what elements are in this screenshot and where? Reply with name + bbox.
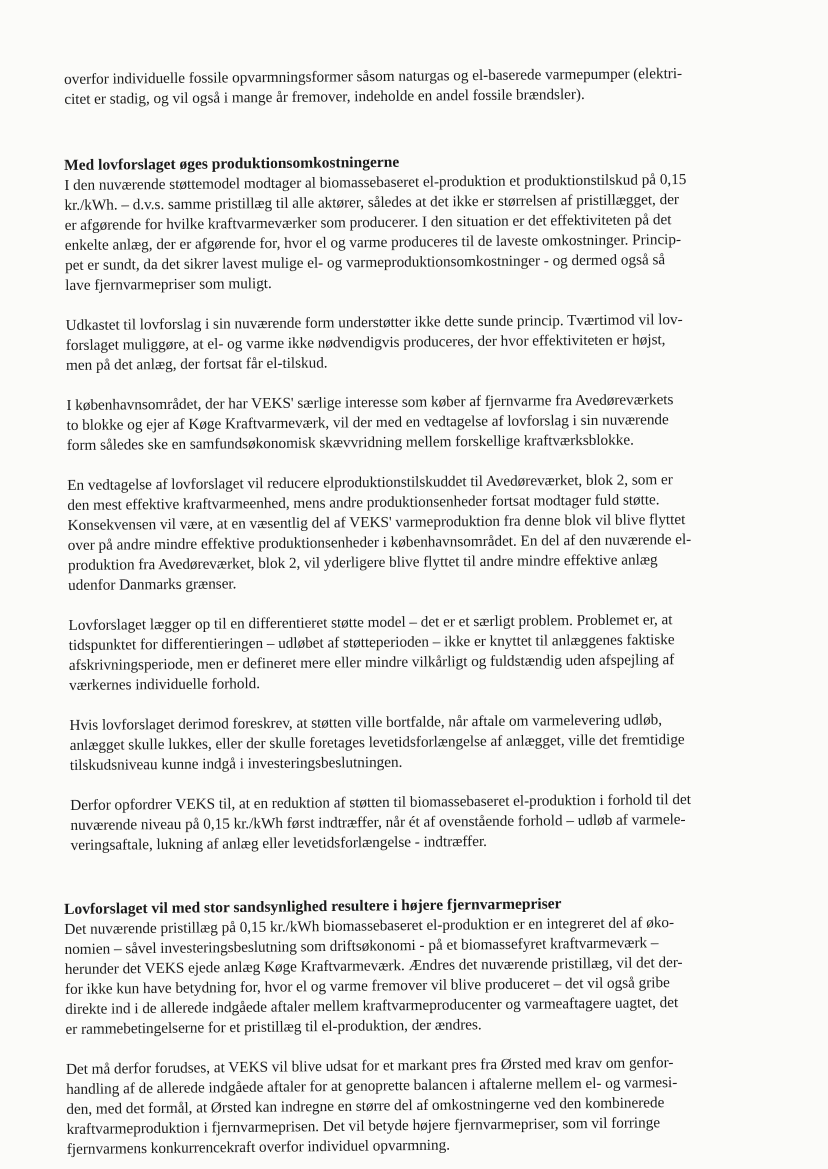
text-line: Det må derfor forudses, at VEKS vil blive udsat for et markant pres fra Ørsted med krav om genfor- — [65, 1054, 674, 1078]
text-line: En vedtagelse af lovforslaget vil reducere elproduktionstilskuddet til Avedøreværket, blok 2, som er — [67, 471, 673, 494]
text-line: pet er sundt, da det sikrer lavest mulige el- og varmeproduktionsomkostninger - og dermed også så — [64, 251, 666, 274]
text-line: fjernvarmens konkurrencekraft overfor individuel opvarmning. — [66, 1136, 451, 1158]
text-line: udenfor Danmarks grænser. — [68, 575, 237, 594]
text-line: tilskudsniveau kunne indgå i investeringsbeslutningen. — [69, 753, 403, 774]
paragraph — [67, 469, 772, 596]
text-line: Derfor opfordrer VEKS til, at en reduktion af støtten til biomassebaseret el-produktion i forhold til det — [70, 791, 691, 814]
text-line: er afgørende for hvilke kraftvarmeværker som producerer. I den situation er det effektiviteten på det — [64, 211, 672, 234]
text-line: Konsekvensen vil være, at en væsentlig del af VEKS' varmeproduktion fra denne blok vil blive flyttet — [67, 511, 686, 534]
text-line: to blokke og ejer af Køge Kraftvarmeværk, vil der med en vedtagelse af lovforslag i sin nuværende — [66, 411, 669, 434]
text-line: produktion fra Avedøreværket, blok 2, vil yderligere blive flyttet til andre mindre effektive anlæg — [67, 551, 658, 574]
text-line: veringsaftale, lukning af anlæg eller levetidsforlængelse - indtræffer. — [70, 832, 487, 854]
text-line: handling af de allerede indgåede aftaler for at genoprette balancen i aftalerne mellem el- og varmesi- — [66, 1074, 678, 1098]
paragraph — [68, 609, 773, 696]
text-line: anlægget skulle lukkes, eller der skulle foretages levetidsforlængelse af anlægget, ville det fremtidige — [69, 731, 685, 754]
text-line: I den nuværende støttemodel modtager al biomassebaseret el-produktion et produktionstilskud på 0,15 — [64, 171, 687, 194]
text-line: for ikke kun have betydning for, hvor el og varme fremover vil blive produceret – det vil også gribe — [64, 974, 670, 998]
text-line: lave fjernvarmepriser som muligt. — [65, 275, 272, 294]
text-line: afskrivningsperiode, men er defineret mere eller mindre vilkårligt og fuldstændig uden afspejling af — [68, 651, 675, 674]
intro-paragraph — [64, 63, 768, 110]
paragraph — [66, 1052, 771, 1160]
text-line: enkelte anlæg, der er afgørende for, hvor el og varme produceres til de laveste omkostninger. Princip- — [64, 231, 682, 254]
paragraph — [64, 169, 769, 296]
text-line: men på det anlæg, der fortsat får el-tilskud. — [65, 354, 328, 374]
section-production-costs — [64, 149, 775, 856]
text-line: herunder det VEKS ejede anlæg Køge Kraftvarmeværk. Ændres det nuværende pristillæg, vil det der- — [64, 953, 683, 978]
paragraph — [66, 309, 771, 376]
text-line: nuværende niveau på 0,15 kr./kWh først indtræffer, når ét af ovenstående forhold – udløb af varmele- — [70, 811, 686, 834]
paragraph — [69, 709, 774, 776]
text-line: den mest effektive kraftvarmeenhed, mens andre produktionsenheder fortsat modtager fuld støtte. — [67, 491, 660, 514]
section-district-heating-prices — [64, 892, 771, 1160]
text-line: tidspunktet for differentieringen – udløbet af støtteperioden – ikke er knyttet til anlæggenes faktiske — [68, 631, 675, 654]
section-heading: Lovforslaget vil med stor sandsynlighed resultere i højere fjernvarmepriser — [64, 895, 562, 918]
text-line: over på andre mindre effektive produktionsenheder i københavnsområdet. En del af den nuværende el- — [67, 530, 692, 554]
text-line: overfor individuelle fossile opvarmningsformer såsom naturgas og el-baserede varmepumper (elektri- — [64, 65, 683, 88]
text-line: nomien – såvel investeringsbeslutning som driftsøkonomi - på et biomassefyret kraftvarmeværk – — [64, 934, 659, 958]
paragraph — [70, 789, 775, 856]
text-line: kraftvarmeproduktion i fjernvarmeprisen. Det vil betyde højere fjernvarmepriser, som vil forringe — [66, 1114, 661, 1138]
text-line: citet er stadig, og vil også i mange år fremover, indeholde en andel fossile brændsler). — [64, 86, 585, 108]
text-line: den, med det formål, at Ørsted kan indregne en større del af omkostningerne ved den kombinerede — [66, 1094, 665, 1118]
text-line: er rammebetingelserne for et pristillæg til el-produktion, der ændres. — [65, 1016, 482, 1038]
text-line: kr./kWh. – d.v.s. samme pristillæg til alle aktører, således at det ikke er størrelsen af pristillægget, der — [64, 191, 680, 214]
text-line: I københavnsområdet, der har VEKS' særlige interesse som køber af fjernvarme fra Avedøreværkets — [66, 391, 674, 414]
text-line: Hvis lovforslaget derimod foreskrev, at støtten ville bortfalde, når aftale om varmelevering udløb, — [69, 711, 663, 734]
text-line: forslaget muliggøre, at el- og varme ikke nødvendigvis produceres, der hvor effektiviteten er højst, — [65, 331, 666, 354]
text-line: værkernes individuelle forhold. — [69, 675, 261, 694]
text-line: Lovforslaget lægger op til en differentieret støtte model – det er et særligt problem. Problemet er, at — [68, 611, 673, 634]
text-line: Udkastet til lovforslag i sin nuværende form understøtter ikke dette sunde princip. Tværtimod vil lov- — [65, 311, 683, 334]
section-heading: Med lovforslaget øges produktionsomkostningerne — [64, 153, 400, 174]
text-line: Det nuværende pristillæg på 0,15 kr./kWh biomassebaseret el-produktion er en integreret del af øko- — [64, 914, 675, 938]
paragraph — [64, 912, 769, 1040]
text-line: direkte ind i de allerede indgåede aftaler mellem kraftvarmeproducenter og varmeaftagere uagtet, det — [65, 994, 679, 1018]
paragraph — [66, 389, 771, 456]
text-line: form således ske en samfundsøkonomisk skævvridning mellem forskellige kraftværksblokke. — [66, 431, 634, 454]
